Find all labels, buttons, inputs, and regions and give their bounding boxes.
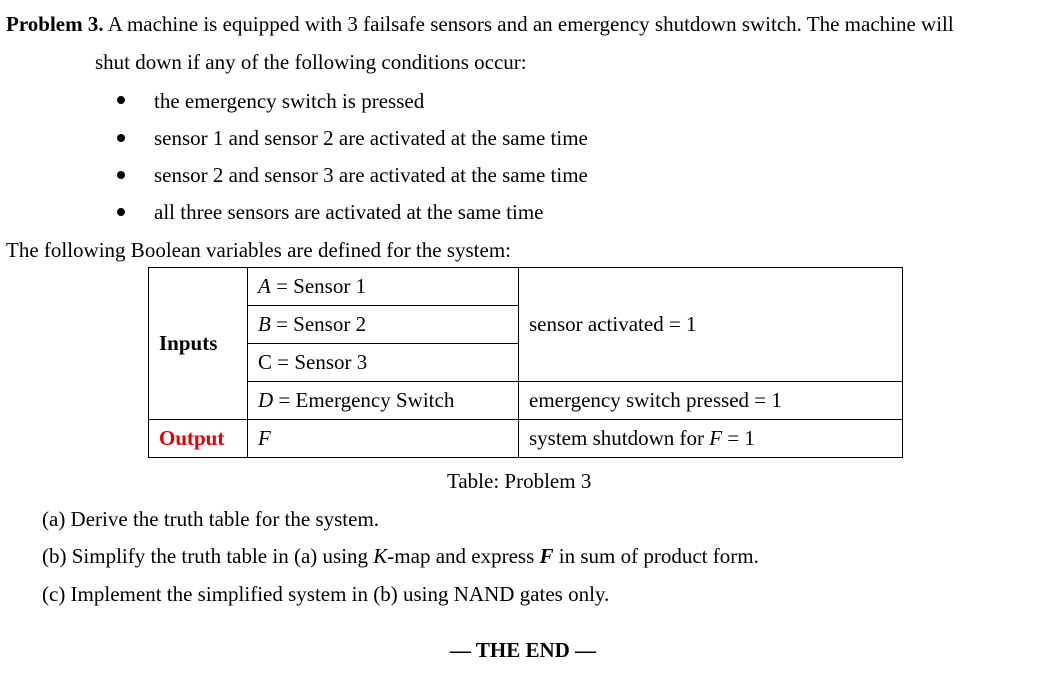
condition-item: sensor 1 and sensor 2 are activated at the same time xyxy=(154,126,588,150)
inputs-label: Inputs xyxy=(149,268,248,420)
switch-description: emergency switch pressed = 1 xyxy=(519,382,903,420)
question-b: (b) Simplify the truth table in (a) using K-map and express F in sum of product form. xyxy=(42,544,759,568)
problem-intro-line2: shut down if any of the following conditions occur: xyxy=(95,50,527,74)
variable-cell-a: A = Sensor 1 xyxy=(248,268,519,306)
bullet-icon xyxy=(117,171,125,179)
question-c: (c) Implement the simplified system in (b) using NAND gates only. xyxy=(42,582,610,606)
output-variable: F xyxy=(248,420,519,458)
table-caption: Table: Problem 3 xyxy=(447,469,592,493)
defined-text: The following Boolean variables are defined for the system: xyxy=(6,238,512,262)
variables-table xyxy=(148,267,903,458)
condition-item: the emergency switch is pressed xyxy=(154,89,425,113)
sensor-description: sensor activated = 1 xyxy=(519,268,903,382)
problem-intro-text: A machine is equipped with 3 failsafe sensors and an emergency shutdown switch. The machine will xyxy=(107,12,954,36)
output-label: Output xyxy=(149,420,248,458)
problem-intro-line1 xyxy=(6,11,954,37)
condition-item: sensor 2 and sensor 3 are activated at the same time xyxy=(154,163,588,187)
question-a: (a) Derive the truth table for the system. xyxy=(42,507,380,531)
condition-item: all three sensors are activated at the same time xyxy=(154,200,544,224)
bullet-icon xyxy=(117,96,125,104)
output-description: system shutdown for F = 1 xyxy=(519,420,903,458)
variable-cell-d: D = Emergency Switch xyxy=(248,382,519,420)
bullet-icon xyxy=(117,134,125,142)
the-end-footer: — THE END — xyxy=(450,638,597,662)
bullet-icon xyxy=(117,208,125,216)
variable-cell-c: C = Sensor 3 xyxy=(248,344,519,382)
variable-cell-b: B = Sensor 2 xyxy=(248,306,519,344)
problem-heading: Problem 3. xyxy=(6,12,104,36)
